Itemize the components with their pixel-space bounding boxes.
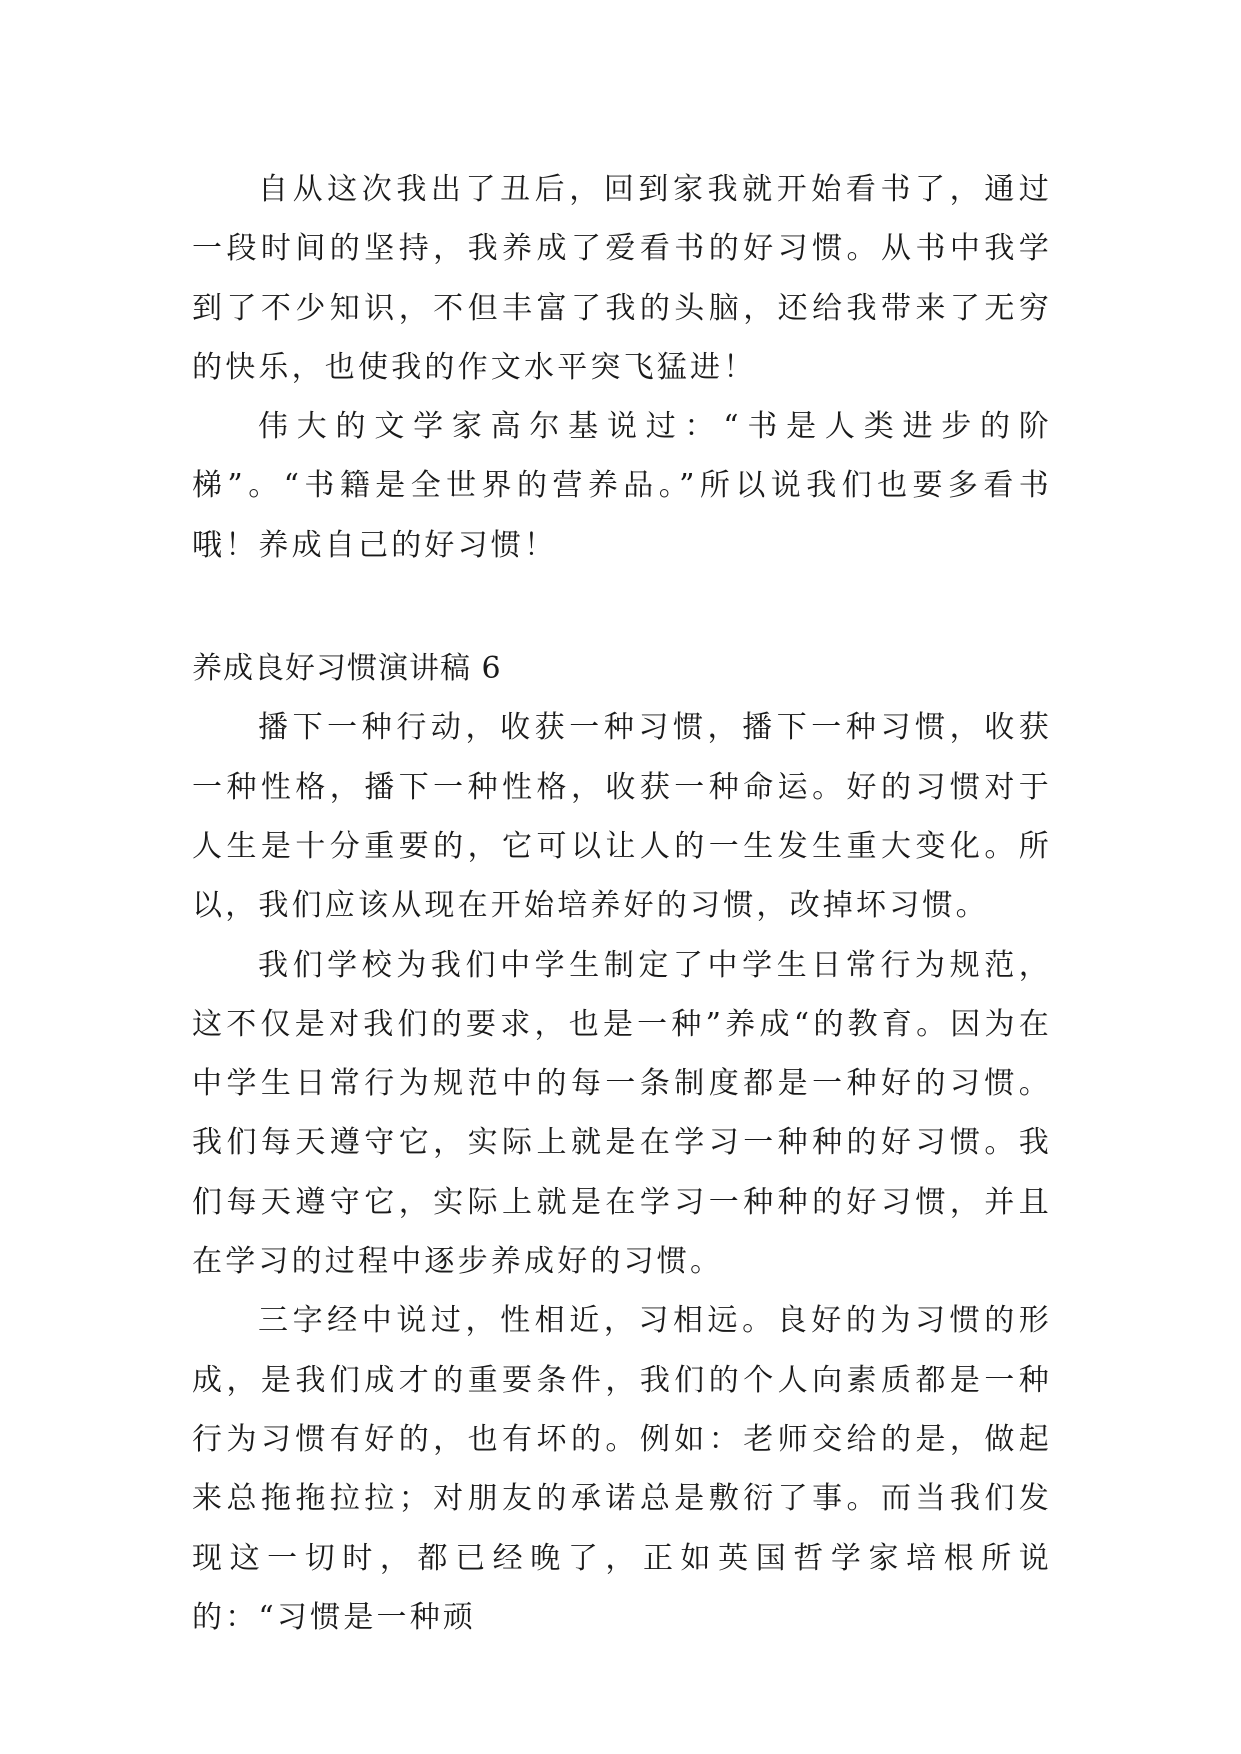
document-body [192,160,1052,1647]
paragraph: 播下一种行动，收获一种习惯，播下一种习惯，收获一种性格，播下一种性格，收获一种命运。好的习惯对于人生是十分重要的，它可以让人的一生发生重大变化。所以，我们应该从现在开始培养好的习惯，改掉坏习惯。 [192,710,1052,924]
paragraph: 伟大的文学家高尔基说过：“书是人类进步的阶梯”。“书籍是全世界的营养品。”所以说我们也要多看书哦！养成自己的好习惯！ [192,409,1052,563]
section-heading: 养成良好习惯演讲稿 6 [192,651,502,687]
paragraph: 我们学校为我们中学生制定了中学生日常行为规范，这不仅是对我们的要求，也是一种”养成“的教育。因为在中学生日常行为规范中的每一条制度都是一种好的习惯。我们每天遵守它，实际上就是在学习一种种的好习惯。我们每天遵守它，实际上就是在学习一种种的好习惯，并且在学习的过程中逐步养成好的习惯。 [192,947,1052,1280]
paragraph: 自从这次我出了丑后，回到家我就开始看书了，通过一段时间的坚持，我养成了爱看书的好习惯。从书中我学到了不少知识，不但丰富了我的头脑，还给我带来了无穷的快乐，也使我的作文水平突飞猛进！ [192,172,1052,385]
paragraph: 三字经中说过，性相近，习相远。良好的为习惯的形成，是我们成才的重要条件，我们的个人向素质都是一种行为习惯有好的，也有坏的。例如：老师交给的是，做起来总拖拖拉拉；对朋友的承诺总是敷衍了事。而当我们发现这一切时，都已经晚了，正如英国哲学家培根所说的：“习惯是一种顽 [192,1303,1052,1635]
